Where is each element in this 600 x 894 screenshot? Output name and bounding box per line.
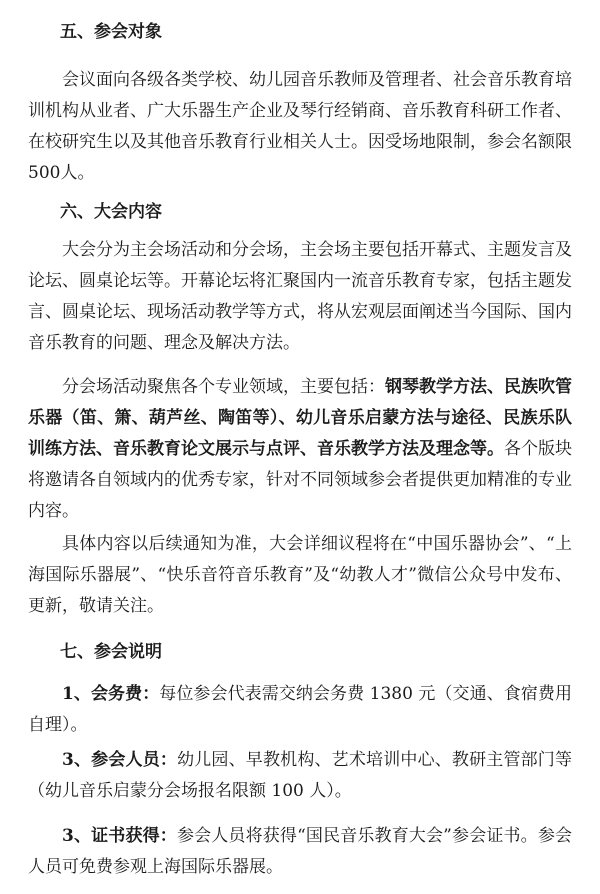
section7-item-2-label: 3、参会人员：: [62, 750, 178, 770]
section6-paragraph-2: [28, 372, 572, 527]
section6-paragraph-1: 大会分为主会场活动和分会场，主会场主要包括开幕式、主题发言及论坛、圆桌论坛等。开幕论坛将汇聚国内一流音乐教育专家，包括主题发言、圆桌论坛、现场活动教学等方式，将从宏观层面阐述当今国际、国内音乐教育的问题、理念及解决方法。: [28, 240, 572, 353]
section7-item-1-label: 1、会务费：: [62, 684, 160, 704]
section7-item-2-text: 幼儿园、早教机构、艺术培训中心、教研主管部门等（幼儿音乐启蒙分会场报名限额 100 人）。: [28, 750, 572, 801]
section7-heading: 七、参会说明: [60, 642, 162, 662]
section7-item-2: [28, 745, 572, 807]
section6-paragraph-2-emphasis: 钢琴教学方法、民族吹管乐器（笛、箫、葫芦丝、陶笛等）、幼儿音乐启蒙方法与途径、民族乐队训练方法、音乐教育论文展示与点评、音乐教学方法及理念等。: [28, 377, 572, 459]
section7-item-1-text: 每位参会代表需交纳会务费 1380 元（交通、食宿费用自理）。: [28, 684, 572, 735]
section7-item-3-text: 参会人员将获得“国民音乐教育大会”参会证书。参会人员可免费参观上海国际乐器展。: [28, 826, 572, 877]
section6-paragraph-2-rest: 各个版块将邀请各自领域内的优秀专家，针对不同领域参会者提供更加精准的专业内容。: [28, 439, 572, 521]
section6-paragraph-2-intro: 分会场活动聚焦各个专业领域，主要包括：: [62, 377, 385, 397]
section7-item-3: [28, 821, 572, 883]
section5-paragraph: 会议面向各级各类学校、幼儿园音乐教师及管理者、社会音乐教育培训机构从业者、广大乐器生产企业及琴行经销商、音乐教育科研工作者、在校研究生以及其他音乐教育行业相关人士。因受场地限制，参会名额限500人。: [28, 70, 572, 183]
section7-item-3-label: 3、证书获得：: [62, 826, 177, 846]
section5-heading: 五、参会对象: [60, 22, 162, 42]
section6-paragraph-3: 具体内容以后续通知为准，大会详细议程将在“中国乐器协会”、“上海国际乐器展”、“快乐音符音乐教育”及“幼教人才”微信公众号中发布、更新，敬请关注。: [28, 534, 572, 616]
section7-item-1: [28, 679, 572, 741]
section6-heading: 六、大会内容: [60, 202, 162, 222]
